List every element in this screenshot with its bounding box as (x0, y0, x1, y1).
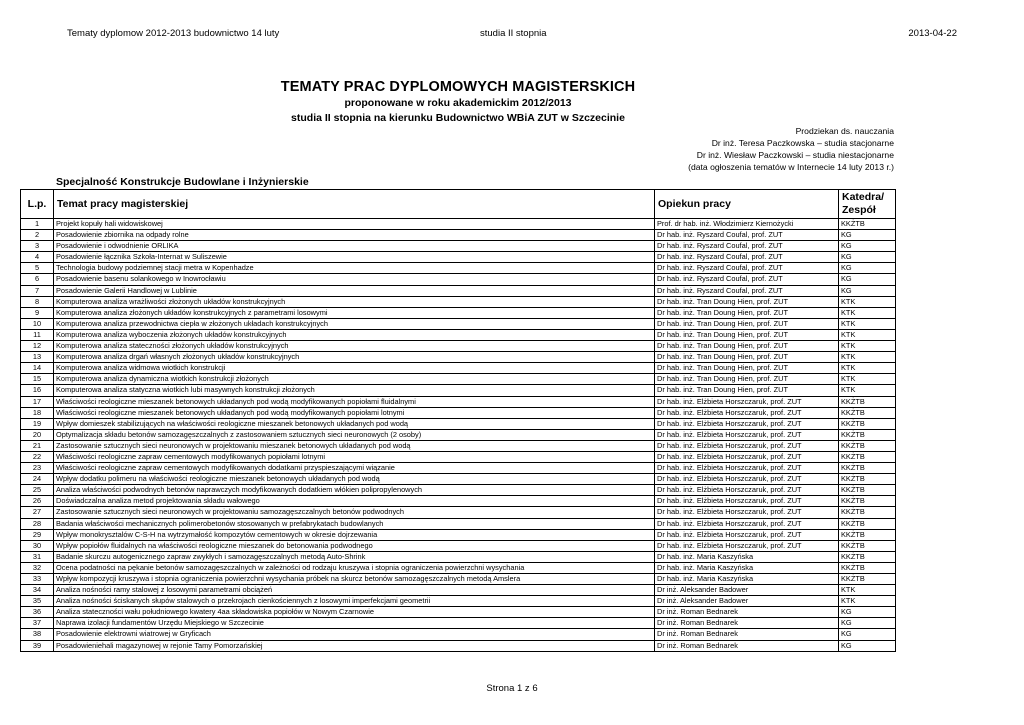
dean-info-line: Prodziekan ds. nauczania (795, 126, 894, 136)
row-supervisor: Dr hab. inż. Elżbieta Horszczaruk, prof. ZUT (655, 396, 839, 407)
row-topic: Komputerowa analiza złożonych układów konstrukcyjnych z parametrami losowymi (54, 307, 655, 318)
row-supervisor: Dr hab. inż. Ryszard Coufal, prof. ZUT (655, 230, 839, 241)
row-department: KTK (839, 363, 896, 374)
row-number: 14 (21, 363, 54, 374)
table-row (21, 418, 896, 429)
row-department: KG (839, 274, 896, 285)
column-header-department-line: Zespół (842, 204, 876, 216)
row-topic: Właściwości reologiczne mieszanek betonowych układanych pod wodą modyfikowanych popiołami lotnymi (54, 407, 655, 418)
table-row (21, 241, 896, 252)
table-row (21, 407, 896, 418)
row-supervisor: Dr inż. Roman Bednarek (655, 618, 839, 629)
row-supervisor: Dr hab. inż. Tran Doung Hien, prof. ZUT (655, 307, 839, 318)
table-row (21, 252, 896, 263)
row-topic: Właściwości reologiczne zapraw cementowych modyfikowanych dodatkami przyspieszającymi wiązanie (54, 463, 655, 474)
row-supervisor: Dr hab. inż. Tran Doung Hien, prof. ZUT (655, 341, 839, 352)
row-topic: Badania właściwości mechanicznych polimerobetonów stosowanych w prefabrykatach budowlanych (54, 518, 655, 529)
table-row (21, 318, 896, 329)
row-topic: Analiza nośności ściskanych słupów stalowych o przekrojach cienkościennych z losowymi imperfekcjami geometrii (54, 596, 655, 607)
document-title: TEMATY PRAC DYPLOMOWYCH MAGISTERSKICH (280, 79, 636, 95)
table-row (21, 385, 896, 396)
table-body (21, 219, 896, 652)
row-supervisor: Prof. dr hab. inż. Włodzimierz Kiernożycki (655, 219, 839, 230)
table-row (21, 307, 896, 318)
row-department: KTK (839, 318, 896, 329)
row-number: 19 (21, 418, 54, 429)
table-row (21, 285, 896, 296)
row-department: KKŻTB (839, 463, 896, 474)
specialty-heading: Specjalność Konstrukcje Budowlane i Inżynierskie (56, 176, 309, 188)
row-supervisor: Dr hab. inż. Maria Kaszyńska (655, 551, 839, 562)
row-department: KTK (839, 374, 896, 385)
row-number: 27 (21, 507, 54, 518)
row-number: 22 (21, 451, 54, 462)
row-topic: Posadowienie i odwodnienie ORLIKA (54, 241, 655, 252)
row-number: 37 (21, 618, 54, 629)
row-department: KKŻTB (839, 474, 896, 485)
header-center-text: studia II stopnia (480, 28, 547, 39)
row-number: 28 (21, 518, 54, 529)
row-supervisor: Dr hab. inż. Elżbieta Horszczaruk, prof. ZUT (655, 407, 839, 418)
column-header-supervisor: Opiekun pracy (655, 190, 839, 219)
table-row (21, 274, 896, 285)
row-department: KG (839, 629, 896, 640)
table-row (21, 341, 896, 352)
row-number: 36 (21, 607, 54, 618)
table-row (21, 507, 896, 518)
table-row (21, 219, 896, 230)
table-row (21, 518, 896, 529)
row-number: 17 (21, 396, 54, 407)
row-department: KKŻTB (839, 574, 896, 585)
row-topic: Właściwości reologiczne mieszanek betonowych układanych pod wodą modyfikowanych popiołami fluidalnymi (54, 396, 655, 407)
row-department: KKŻTB (839, 496, 896, 507)
row-department: KG (839, 263, 896, 274)
row-supervisor: Dr hab. inż. Ryszard Coufal, prof. ZUT (655, 241, 839, 252)
row-supervisor: Dr hab. inż. Ryszard Coufal, prof. ZUT (655, 285, 839, 296)
row-supervisor: Dr hab. inż. Tran Doung Hien, prof. ZUT (655, 363, 839, 374)
dean-info-line: Dr inż. Wiesław Paczkowski – studia niestacjonarne (696, 150, 894, 160)
table-row (21, 296, 896, 307)
row-department: KTK (839, 329, 896, 340)
table-row (21, 607, 896, 618)
row-topic: Komputerowa analiza wyboczenia złożonych układów konstrukcyjnych (54, 329, 655, 340)
row-supervisor: Dr hab. inż. Maria Kaszyńska (655, 562, 839, 573)
row-number: 32 (21, 562, 54, 573)
row-topic: Wpływ monokrysztalów C-S-H na wytrzymałość kompozytów cementowych w okresie dojrzewania (54, 529, 655, 540)
row-topic: Komputerowa analiza drgań własnych złożonych układów konstrukcyjnych (54, 352, 655, 363)
row-topic: Posadowienie elektrowni wiatrowej w Gryficach (54, 629, 655, 640)
row-supervisor: Dr inż. Roman Bednarek (655, 607, 839, 618)
row-department: KKŻTB (839, 440, 896, 451)
row-supervisor: Dr hab. inż. Tran Doung Hien, prof. ZUT (655, 318, 839, 329)
row-topic: Właściwości reologiczne zapraw cementowych modyfikowanych popiołami lotnymi (54, 451, 655, 462)
row-topic: Wpływ dodatku polimeru na właściwości reologiczne mieszanek betonowych układanych pod wodą (54, 474, 655, 485)
row-supervisor: Dr hab. inż. Ryszard Coufal, prof. ZUT (655, 263, 839, 274)
column-header-topic: Temat pracy magisterskiej (54, 190, 655, 219)
row-number: 38 (21, 629, 54, 640)
row-number: 9 (21, 307, 54, 318)
row-topic: Komputerowa analiza dynamiczna wiotkich konstrukcji złożonych (54, 374, 655, 385)
row-number: 34 (21, 585, 54, 596)
page-header (67, 28, 957, 42)
row-department: KKŻTB (839, 418, 896, 429)
table-row (21, 529, 896, 540)
table-row (21, 363, 896, 374)
row-topic: Komputerowa analiza widmowa wiotkich konstrukcji (54, 363, 655, 374)
row-department: KTK (839, 596, 896, 607)
row-topic: Analiza właściwości podwodnych betonów naprawczych modyfikowanych dodatkiem włókien polipropylenowych (54, 485, 655, 496)
table-row (21, 230, 896, 241)
table-row (21, 618, 896, 629)
row-number: 13 (21, 352, 54, 363)
table-row (21, 352, 896, 363)
row-department: KG (839, 241, 896, 252)
row-number: 7 (21, 285, 54, 296)
row-number: 2 (21, 230, 54, 241)
row-supervisor: Dr hab. inż. Ryszard Coufal, prof. ZUT (655, 274, 839, 285)
row-department: KKŻTB (839, 485, 896, 496)
row-number: 33 (21, 574, 54, 585)
row-number: 3 (21, 241, 54, 252)
row-number: 24 (21, 474, 54, 485)
table-row (21, 496, 896, 507)
row-department: KKŻTB (839, 540, 896, 551)
row-number: 4 (21, 252, 54, 263)
row-number: 25 (21, 485, 54, 496)
row-topic: Optymalizacja składu betonów samozagęszczalnych z zastosowaniem sztucznych sieci neuronowych (2 osoby) (54, 429, 655, 440)
table-row (21, 574, 896, 585)
row-supervisor: Dr hab. inż. Elżbieta Horszczaruk, prof. ZUT (655, 463, 839, 474)
table-row (21, 474, 896, 485)
row-topic: Posadowieniehali magazynowej w rejonie Tamy Pomorzańskiej (54, 640, 655, 651)
announcement-date: (data ogłoszenia tematów w Internecie 14 luty 2013 r.) (688, 162, 894, 172)
table-row (21, 429, 896, 440)
row-supervisor: Dr hab. inż. Elżbieta Horszczaruk, prof. ZUT (655, 418, 839, 429)
row-topic: Doświadczalna analiza metod projektowania składu wałowego (54, 496, 655, 507)
row-supervisor: Dr hab. inż. Elżbieta Horszczaruk, prof. ZUT (655, 440, 839, 451)
row-topic: Zastosowanie sztucznych sieci neuronowych w projektowaniu samozagęszczalnych betonów podwodnych (54, 507, 655, 518)
row-supervisor: Dr hab. inż. Elżbieta Horszczaruk, prof. ZUT (655, 529, 839, 540)
table-row (21, 451, 896, 462)
row-number: 26 (21, 496, 54, 507)
row-department: KG (839, 618, 896, 629)
row-number: 1 (21, 219, 54, 230)
table-row (21, 585, 896, 596)
row-department: KG (839, 285, 896, 296)
row-department: KTK (839, 307, 896, 318)
row-number: 16 (21, 385, 54, 396)
row-topic: Analiza stateczności wału południowego kwatery 4aa składowiska popiołów w Nowym Czarnowie (54, 607, 655, 618)
row-topic: Technologia budowy podziemnej stacji metra w Kopenhadze (54, 263, 655, 274)
row-topic: Komputerowa analiza przewodnictwa ciepła w złożonych układach konstrukcyjnych (54, 318, 655, 329)
row-supervisor: Dr hab. inż. Elżbieta Horszczaruk, prof. ZUT (655, 540, 839, 551)
row-department: KG (839, 640, 896, 651)
row-topic: Komputerowa analiza stateczności złożonych układów konstrukcyjnych (54, 341, 655, 352)
row-topic: Ocena podatności na pękanie betonów samozagęszczalnych w zależności od rodzaju kruszywa i stopnia ograniczenia powierzchni wysychania (54, 562, 655, 573)
dean-info (688, 125, 894, 173)
row-number: 39 (21, 640, 54, 651)
row-topic: Posadowienie Galerii Handlowej w Lublinie (54, 285, 655, 296)
table-row (21, 640, 896, 651)
row-number: 6 (21, 274, 54, 285)
dean-info-line: Dr inż. Teresa Paczkowska – studia stacjonarne (711, 138, 894, 148)
row-topic: Komputerowa analiza statyczna wiotkich lubi masywnych konstrukcji złożonych (54, 385, 655, 396)
row-supervisor: Dr hab. inż. Tran Doung Hien, prof. ZUT (655, 374, 839, 385)
row-department: KKŻTB (839, 219, 896, 230)
row-supervisor: Dr hab. inż. Tran Doung Hien, prof. ZUT (655, 329, 839, 340)
row-topic: Zastosowanie sztucznych sieci neuronowych w projektowaniu mieszanek betonowych układanych pod wodą (54, 440, 655, 451)
header-left-text: Tematy dyplomow 2012-2013 budownictwo 14 luty (67, 28, 280, 39)
row-number: 5 (21, 263, 54, 274)
table-row (21, 596, 896, 607)
row-topic: Naprawa izolacji fundamentów Urzędu Miejskiego w Szczecinie (54, 618, 655, 629)
row-supervisor: Dr inż. Aleksander Badower (655, 585, 839, 596)
table-row (21, 440, 896, 451)
row-number: 10 (21, 318, 54, 329)
row-department: KKŻTB (839, 429, 896, 440)
row-department: KTK (839, 341, 896, 352)
row-supervisor: Dr hab. inż. Elżbieta Horszczaruk, prof. ZUT (655, 451, 839, 462)
table-row (21, 629, 896, 640)
row-topic: Posadowienie basenu solankowego w Inowrocławiu (54, 274, 655, 285)
document-subtitle: proponowane w roku akademickim 2012/2013 (344, 97, 572, 109)
row-number: 31 (21, 551, 54, 562)
row-supervisor: Dr hab. inż. Elżbieta Horszczaruk, prof. ZUT (655, 507, 839, 518)
table-row (21, 562, 896, 573)
row-supervisor: Dr hab. inż. Elżbieta Horszczaruk, prof. ZUT (655, 518, 839, 529)
row-number: 11 (21, 329, 54, 340)
row-department: KKŻTB (839, 507, 896, 518)
table-row (21, 263, 896, 274)
row-topic: Komputerowa analiza wrażliwości złożonych układów konstrukcyjnych (54, 296, 655, 307)
page-number: Strona 1 z 6 (486, 683, 538, 694)
row-department: KG (839, 607, 896, 618)
row-supervisor: Dr hab. inż. Tran Doung Hien, prof. ZUT (655, 296, 839, 307)
row-department: KKŻTB (839, 529, 896, 540)
row-supervisor: Dr hab. inż. Maria Kaszyńska (655, 574, 839, 585)
row-department: KKŻTB (839, 551, 896, 562)
row-supervisor: Dr hab. inż. Elżbieta Horszczaruk, prof. ZUT (655, 474, 839, 485)
row-topic: Wpływ popiołów fluidalnych na właściwości reologiczne mieszanek do betonowania podwodnego (54, 540, 655, 551)
row-supervisor: Dr hab. inż. Elżbieta Horszczaruk, prof. ZUT (655, 496, 839, 507)
thesis-table (20, 189, 896, 652)
row-number: 18 (21, 407, 54, 418)
row-number: 12 (21, 341, 54, 352)
row-number: 8 (21, 296, 54, 307)
header-date: 2013-04-22 (908, 28, 957, 39)
row-number: 15 (21, 374, 54, 385)
row-department: KTK (839, 585, 896, 596)
row-topic: Wpływ kompozycji kruszywa i stopnia ograniczenia powierzchni wysychania próbek na skurcz betonów samozagęszczalnych metodą Amslera (54, 574, 655, 585)
table-row (21, 540, 896, 551)
table-row (21, 396, 896, 407)
row-topic: Posadowienie łącznika Szkoła-Internat w Suliszewie (54, 252, 655, 263)
row-department: KG (839, 230, 896, 241)
row-department: KTK (839, 352, 896, 363)
row-department: KKŻTB (839, 562, 896, 573)
row-topic: Projekt kopuły hali widowiskowej (54, 219, 655, 230)
column-header-lp: L.p. (21, 190, 54, 219)
row-department: KG (839, 252, 896, 263)
row-supervisor: Dr inż. Roman Bednarek (655, 629, 839, 640)
row-number: 35 (21, 596, 54, 607)
row-supervisor: Dr hab. inż. Ryszard Coufal, prof. ZUT (655, 252, 839, 263)
row-department: KKŻTB (839, 451, 896, 462)
row-number: 23 (21, 463, 54, 474)
table-row (21, 329, 896, 340)
table-row (21, 485, 896, 496)
row-department: KKŻTB (839, 407, 896, 418)
row-department: KTK (839, 296, 896, 307)
table-row (21, 374, 896, 385)
row-supervisor: Dr hab. inż. Elżbieta Horszczaruk, prof. ZUT (655, 485, 839, 496)
row-department: KKŻTB (839, 518, 896, 529)
column-header-department (839, 190, 896, 219)
row-topic: Wpływ domieszek stabilizujących na właściwości reologiczne mieszanek betonowych układanych pod wodą (54, 418, 655, 429)
row-topic: Badanie skurczu autogenicznego zapraw zwykłych i samozagęszczalnych metodą Auto-Shrink (54, 551, 655, 562)
row-number: 21 (21, 440, 54, 451)
row-number: 30 (21, 540, 54, 551)
row-topic: Analiza nośności ramy stalowej z losowymi parametrami obciążeń (54, 585, 655, 596)
table-header-row (21, 190, 896, 219)
row-supervisor: Dr inż. Aleksander Badower (655, 596, 839, 607)
row-number: 20 (21, 429, 54, 440)
row-number: 29 (21, 529, 54, 540)
row-department: KTK (839, 385, 896, 396)
row-supervisor: Dr hab. inż. Tran Doung Hien, prof. ZUT (655, 352, 839, 363)
document-subtitle-program: studia II stopnia na kierunku Budownictwo WBiA ZUT w Szczecinie (291, 112, 625, 124)
row-department: KKŻTB (839, 396, 896, 407)
row-supervisor: Dr hab. inż. Elżbieta Horszczaruk, prof. ZUT (655, 429, 839, 440)
row-supervisor: Dr hab. inż. Tran Doung Hien, prof. ZUT (655, 385, 839, 396)
table-row (21, 551, 896, 562)
column-header-department-line: Katedra/ (842, 191, 885, 203)
row-topic: Posadowienie zbiornika na odpady rolne (54, 230, 655, 241)
table-row (21, 463, 896, 474)
row-supervisor: Dr inż. Roman Bednarek (655, 640, 839, 651)
